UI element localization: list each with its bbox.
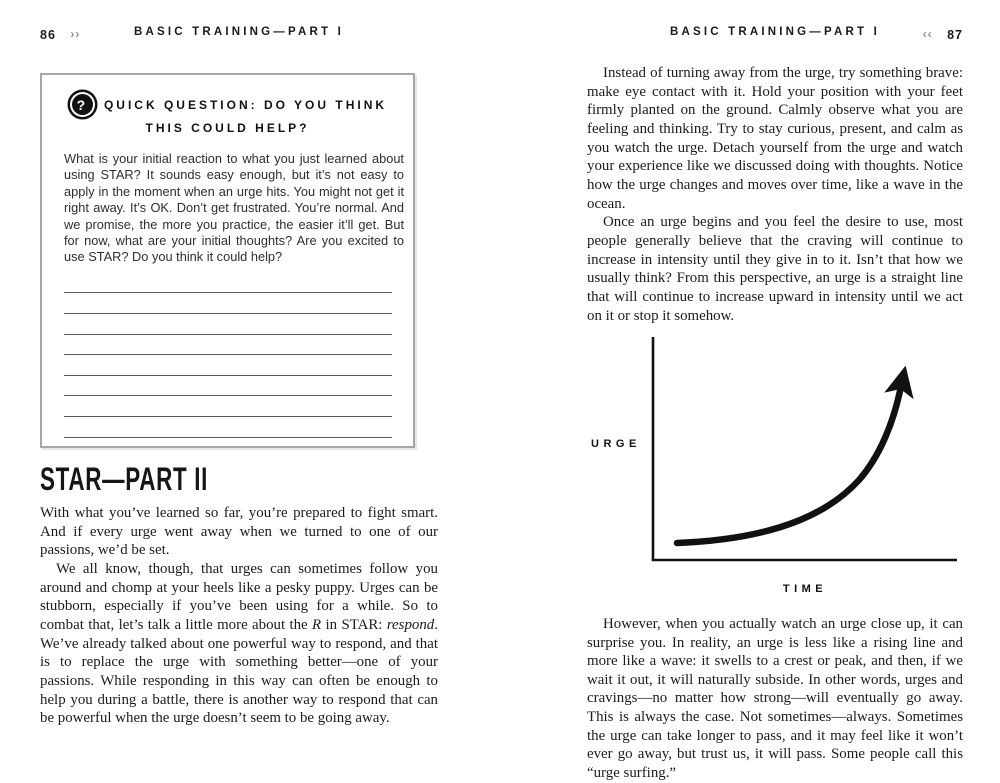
writing-lines — [64, 273, 392, 438]
paragraph: However, when you actually watch an urge close up, it can surprise you. In reality, an urge is less like a rising line and more like a wave: it swells to a crest or peak, and then, if we wait it out, it will naturally subside. In other words, urges and cravings—no matter how strong—will eventually go away. This is always the case. Not sometimes—always. Sometimes the urge can take longer to pass, and it may feel like it won’t ever go away, but trust us, it will pass. Some people call this “urge surfing.” — [587, 615, 963, 782]
right-page-body — [587, 64, 963, 783]
question-box-title-line1: QUICK QUESTION: DO YOU THINK — [103, 97, 388, 112]
left-running-head-title: BASIC TRAINING—PART I — [133, 26, 345, 38]
double-chevron-right-icon: ›› — [70, 27, 81, 41]
paragraph: Instead of turning away from the urge, try something brave: make eye contact with it. Hold your position with your feet firmly planted on the ground. Calmly observe what you are feeling and thinking. Try to stay curious, present, and calm as you watch the urge. Detach yourself from the urge and watch your experience like we discussed doing with thoughts. Notice how the urge changes and moves over time, like a wave in the ocean. — [587, 65, 963, 212]
writing-line — [64, 417, 392, 438]
writing-line — [64, 314, 392, 335]
right-running-head — [587, 26, 963, 42]
left-page-number: 86 — [40, 28, 56, 42]
urge-chart-svg — [587, 331, 963, 599]
quick-question-box — [40, 73, 415, 448]
writing-line — [64, 396, 392, 417]
paragraph-text: . We’ve already talked about one powerful way to respond, and that is to replace the urge with something better—one of your passions. While responding in this way can often be enough to help you during a battle, there is another way to respond that can be powerful when the urge doesn’t seem to be going away. — [40, 616, 438, 727]
question-mark-icon: ? — [72, 94, 93, 115]
left-page-body — [40, 504, 438, 728]
right-page-number: 87 — [947, 28, 963, 42]
paragraph: With what you’ve learned so far, you’re prepared to fight smart. And if every urge went away when we turned to one of our passions, we’d be set. — [40, 505, 438, 559]
writing-line — [64, 273, 392, 294]
urge-curve — [677, 391, 900, 543]
writing-line — [64, 335, 392, 356]
italic-text: R — [312, 616, 322, 633]
paragraph — [40, 560, 438, 728]
italic-text: respond — [386, 616, 435, 633]
question-box-body: What is your initial reaction to what you just learned about using STAR? It sounds easy enough, but it’s not easy to apply in the moment when an urge hits. You might not get it right away. It’s OK. Don’t get frustrated. You’re normal. And we promise, the more you practice, the easier it’ll get. But for now, what are your initial thoughts? Are you excited to use STAR? Do you think it could help? — [64, 151, 404, 265]
left-running-head — [40, 26, 438, 42]
paragraph-text: in STAR: — [321, 616, 387, 633]
question-box-title-line2: THIS COULD HELP? — [145, 121, 310, 135]
urge-time-figure — [587, 331, 963, 605]
paragraph-text: We all know, though, that urges can sometimes follow you around and chomp at your heels like a pesky puppy. Urges can be stubborn, especially if you’ve been using for a while. So to combat that, let’s talk a little more about the — [40, 560, 438, 633]
paragraph: Once an urge begins and you feel the desire to use, most people generally believe that the craving will continue to increase in intensity until they give in to it. Isn’t that how we usually think? From this perspective, an urge is a straight line that will continue to increase upward in intensity until we act on it or stop it somehow. — [587, 214, 963, 324]
writing-line — [64, 355, 392, 376]
writing-line — [64, 293, 392, 314]
right-running-head-title: BASIC TRAINING—PART I — [669, 26, 881, 38]
section-heading: STAR—PART II — [40, 461, 209, 497]
y-axis-label: URGE — [591, 438, 641, 451]
x-axis-label: TIME — [782, 583, 828, 596]
writing-line — [64, 376, 392, 397]
double-chevron-left-icon: ‹‹ — [922, 27, 933, 41]
